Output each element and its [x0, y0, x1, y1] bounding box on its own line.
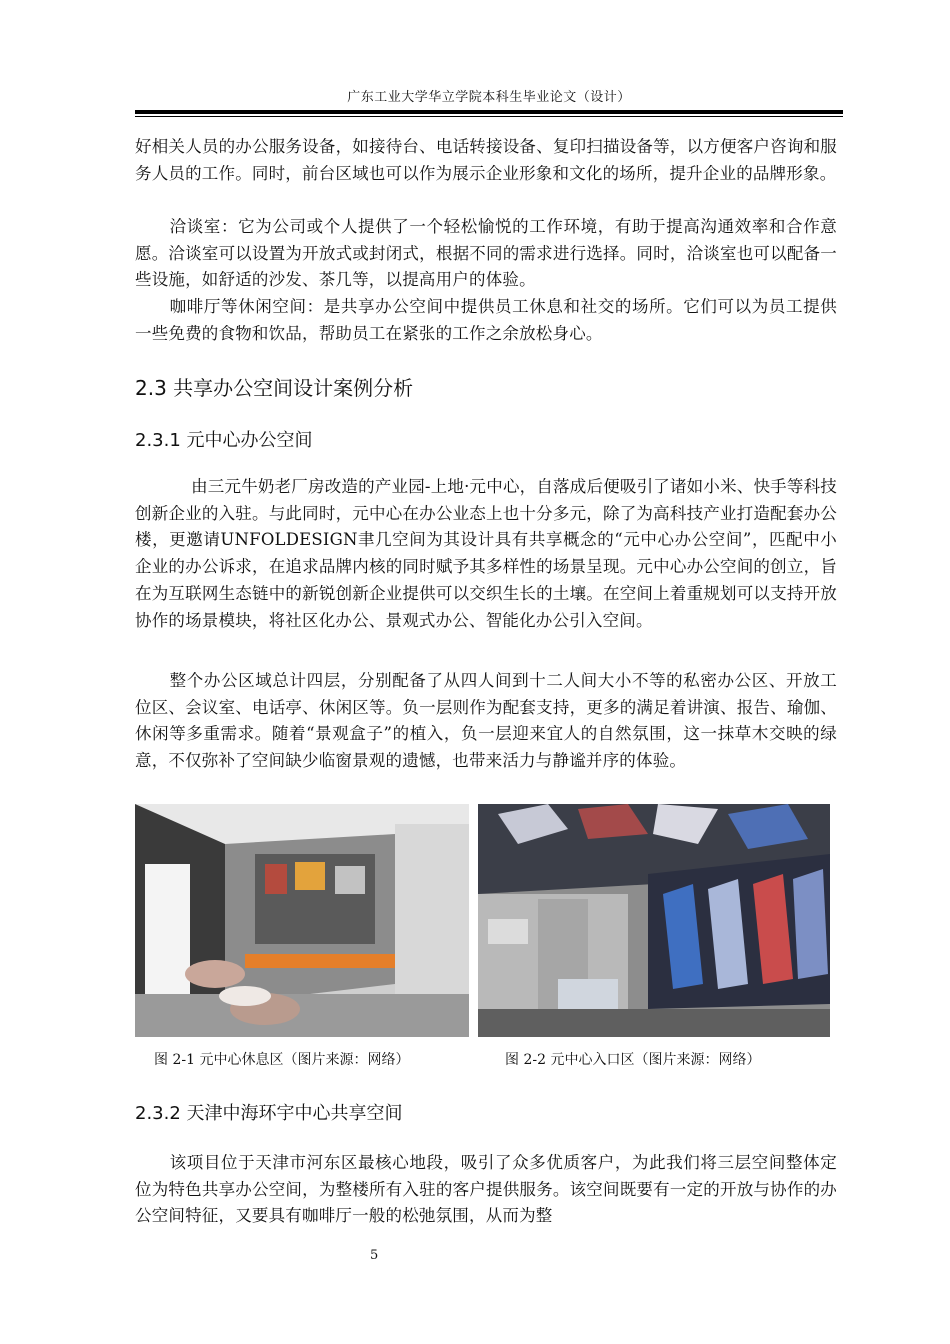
paragraph-tianjin-project: 该项目位于天津市河东区最核心地段，吸引了众多优质客户，为此我们将三层空间整体定位为特色共享办公空间，为整楼所有入驻的客户提供服务。该空间既要有一定的开放与协作的办公空间特征，又要具有咖啡厅一般的松弛氛围，从而为整 [135, 1153, 837, 1226]
header-rule-thin [135, 116, 843, 117]
paragraph-reception: 好相关人员的办公服务设备，如接待台、电话转接设备、复印扫描设备等，以方便客户咨询和服务人员的工作。同时，前台区域也可以作为展示企业形象和文化的场所，提升企业的品牌形象。 [135, 137, 837, 183]
page-header: 广东工业大学华立学院本科生毕业论文（设计） [347, 90, 631, 105]
section-heading-2-3-2: 2.3.2 天津中海环宇中心共享空间 [135, 1103, 403, 1124]
paragraph-cafe: 咖啡厅等休闲空间：是共享办公空间中提供员工休息和社交的场所。它们可以为员工提供一些免费的食物和饮品，帮助员工在紧张的工作之余放松身心。 [135, 297, 837, 343]
paragraph-meeting-room: 洽谈室：它为公司或个人提供了一个轻松愉悦的工作环境，有助于提高沟通效率和合作意愿。洽谈室可以设置为开放式或封闭式，根据不同的需求进行选择。同时，洽谈室也可以配备一些设施，如舒适的沙发、茶几等，以提高用户的体验。 [135, 217, 837, 290]
figure-lounge-photo [135, 804, 469, 1037]
figure-caption-2-1: 图 2-1 元中心休息区（图片来源：网络） [154, 1052, 410, 1068]
paragraph-yuan-center-floors: 整个办公区域总计四层，分别配备了从四人间到十二人间大小不等的私密办公区、开放工位区、会议室、电话亭、休闲区等。负一层则作为配套支持，更多的满足着讲演、报告、瑜伽、休闲等多重需求。随着“景观盒子”的植入，负一层迎来宜人的自然氛围，这一抹草木交映的绿意，不仅弥补了空间缺少临窗景观的遗憾，也带来活力与静谧并序的体验。 [135, 671, 837, 771]
page-number: 5 [370, 1248, 379, 1263]
header-rule-thick [135, 110, 843, 114]
figure-caption-2-2: 图 2-2 元中心入口区（图片来源：网络） [505, 1052, 761, 1068]
figure-entrance-photo [478, 804, 830, 1037]
section-heading-2-3: 2.3 共享办公空间设计案例分析 [135, 376, 414, 400]
paragraph-yuan-center-intro: 由三元牛奶老厂房改造的产业园-上地·元中心，自落成后便吸引了诸如小米、快手等科技创新企业的入驻。与此同时，元中心在办公业态上也十分多元，除了为高科技产业打造配套办公楼，更邀请UNFOLDESIGN聿几空间为其设计具有共享概念的“元中心办公空间”，匹配中小企业的办公诉求，在追求品牌内核的同时赋予其多样性的场景呈现。元中心办公空间的创立，旨在为互联网生态链中的新锐创新企业提供可以交织生长的土壤。在空间上着重规划可以支持开放协作的场景模块，将社区化办公、景观式办公、智能化办公引入空间。 [135, 477, 837, 630]
section-heading-2-3-1: 2.3.1 元中心办公空间 [135, 430, 313, 451]
